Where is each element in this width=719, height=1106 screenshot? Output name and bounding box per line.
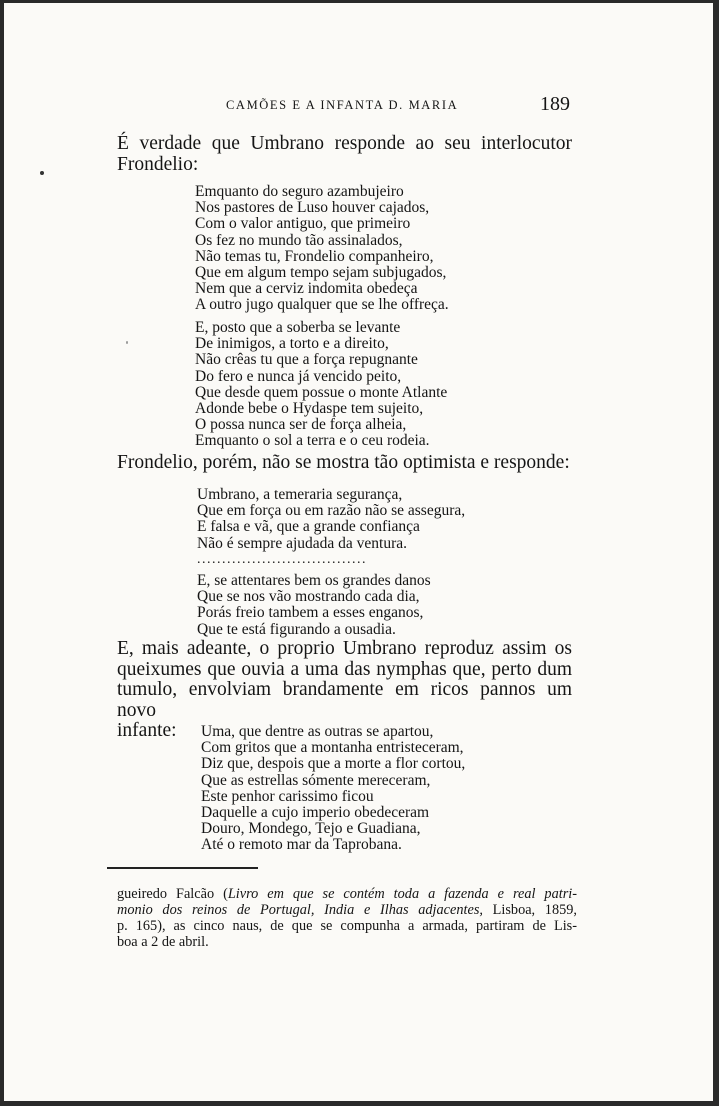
verse-line: Porás freio tambem a esses enganos,	[197, 604, 424, 622]
stanza-4	[197, 573, 431, 638]
verse-line: Adonde bebe o Hydaspe tem sujeito,	[195, 400, 424, 418]
paragraph-line: Frondelio, porém, não se mostra tão optimista e responde:	[117, 452, 570, 473]
verse-line: Que em algum tempo sejam subjugados,	[195, 264, 447, 282]
verse-line: Os fez no mundo tão assinalados,	[195, 231, 403, 249]
stanza-5	[201, 724, 465, 854]
verse-line: Que em força ou em razão não se assegura,	[197, 502, 466, 520]
page-header	[4, 93, 713, 116]
footnote-title-italic: Livro em que se contém toda a fazenda e real patri-	[227, 886, 577, 902]
verse-line: E, se attentares bem os grandes danos	[197, 572, 431, 589]
verse-line: A outro jugo qualquer que se lhe offreça.	[195, 296, 449, 314]
verse-line: Este penhor carissimo ficou	[201, 787, 374, 805]
verse-line: O possa nunca ser de força alheia,	[195, 416, 407, 434]
verse-line: Nos pastores de Luso houver cajados,	[195, 199, 430, 217]
footnote-line: boa a 2 de abril.	[117, 934, 209, 950]
footnote-line	[117, 902, 577, 918]
paragraph-line: E, mais adeante, o proprio Umbrano reproduz assim os	[117, 638, 572, 659]
verse-line: Nem que a cerviz indomita obedeça	[195, 280, 418, 298]
footnote	[117, 886, 577, 950]
verse-line: Emquanto do seguro azambujeiro	[195, 183, 404, 200]
footnote-line	[117, 886, 577, 902]
ellipsis-line: ..................................	[197, 552, 367, 567]
book-page	[4, 3, 713, 1101]
verse-line: Que as estrellas sómente mereceram,	[201, 771, 431, 789]
paragraph-intro	[117, 134, 572, 175]
stanza-1	[195, 184, 449, 314]
paragraph-line: Frondelio:	[117, 153, 199, 175]
verse-line: E, posto que a soberba se levante	[195, 319, 401, 336]
verse-line: Emquanto o sol a terra e o ceu rodeia.	[195, 432, 430, 450]
verse-line: Não crêas tu que a força repugnante	[195, 351, 418, 369]
footnote-line: p. 165), as cinco naus, de que se compunha a armada, partiram de Lis-	[117, 918, 577, 934]
verse-line: Que te está figurando a ousadia.	[197, 620, 396, 638]
paragraph-line: tumulo, envolviam brandamente em ricos pannos um novo	[117, 679, 572, 721]
paragraph-line: infante:	[117, 720, 177, 741]
paragraph-line: queixumes que ouvia a uma das nymphas que, perto dum	[117, 658, 572, 680]
paragraph-frondelio	[117, 453, 577, 474]
verse-line: Do fero e nunca já vencido peito,	[195, 367, 402, 385]
verse-line: Douro, Mondego, Tejo e Guadiana,	[201, 820, 421, 838]
footnote-title-italic: monio dos reinos de Portugal, India e Ilhas adjacentes,	[117, 902, 483, 918]
verse-line: Umbrano, a temeraria segurança,	[197, 486, 403, 503]
stanza-3	[197, 487, 465, 552]
ink-speck	[40, 171, 44, 175]
verse-line: Com o valor antiguo, que primeiro	[195, 215, 411, 233]
paragraph-line: É verdade que Umbrano responde ao seu interlocutor	[117, 133, 572, 154]
ink-speck	[126, 341, 128, 344]
running-title: CAMÕES E A INFANTA D. MARIA	[226, 98, 459, 112]
verse-line: E falsa e vã, que a grande confiança	[197, 518, 420, 536]
verse-line: Com gritos que a montanha entristeceram,	[201, 739, 464, 757]
footnote-rule	[107, 867, 258, 869]
verse-line: Uma, que dentre as outras se apartou,	[201, 723, 434, 740]
verse-line: Não é sempre ajudada da ventura.	[197, 534, 408, 552]
page-number: 189	[540, 93, 570, 115]
footnote-text: Lisboa, 1859,	[482, 902, 577, 918]
verse-line: Daquelle a cujo imperio obedeceram	[201, 804, 430, 822]
verse-line: Que se nos vão mostrando cada dia,	[197, 588, 420, 606]
footnote-text: gueiredo Falcão (	[117, 886, 228, 902]
verse-line: Até o remoto mar da Taprobana.	[201, 836, 402, 854]
verse-line: De inimigos, a torto e a direito,	[195, 335, 389, 353]
verse-line: Diz que, despois que a morte a flor cortou,	[201, 755, 466, 773]
stanza-2	[195, 320, 447, 450]
verse-line: Que desde quem possue o monte Atlante	[195, 383, 448, 401]
verse-line: Não temas tu, Frondelio companheiro,	[195, 247, 434, 265]
